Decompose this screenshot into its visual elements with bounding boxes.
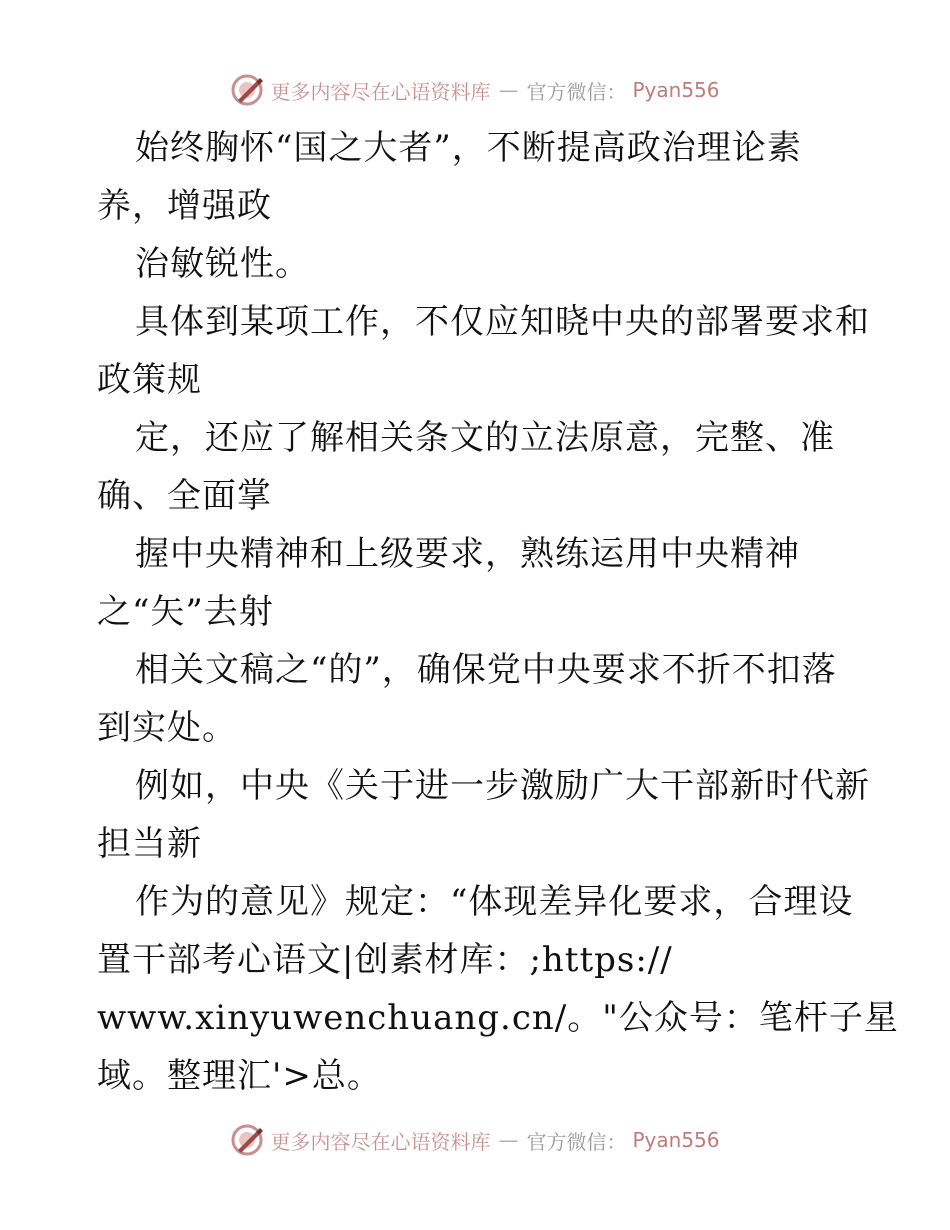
header-watermark-banner	[0, 70, 950, 110]
text-line: 之“矢”去射	[97, 592, 274, 632]
text-line: 作为的意见》规定：“体现差异化要求，合理设	[135, 882, 854, 922]
banner-sub-text: 官方微信：	[526, 79, 627, 104]
banner-main-text: 更多内容尽在心语资料库	[270, 1129, 491, 1154]
pen-logo-icon	[230, 73, 264, 107]
text-line: 治敏锐性。	[135, 244, 310, 284]
banner-main-text: 更多内容尽在心语资料库	[270, 79, 491, 104]
text-line: 担当新	[97, 824, 202, 864]
banner-wechat-id: Pyan556	[632, 1128, 720, 1152]
text-line: 到实处。	[97, 708, 237, 748]
pen-logo-icon	[230, 1123, 264, 1157]
banner-dash: —	[498, 1128, 519, 1152]
text-line: 域。整理汇'>总。	[97, 1056, 382, 1096]
banner-sub-text: 官方微信：	[526, 1129, 627, 1154]
text-line: 握中央精神和上级要求，熟练运用中央精神	[135, 534, 800, 574]
text-line: 定，还应了解相关条文的立法原意，完整、准	[135, 418, 835, 458]
banner-wechat-id: Pyan556	[632, 78, 720, 102]
text-line: 置干部考心语文|创素材库：;https://	[97, 940, 673, 980]
banner-dash: —	[498, 78, 519, 102]
text-line: 具体到某项工作，不仅应知晓中央的部署要求和	[135, 302, 870, 342]
text-line: 始终胸怀“国之大者”，不断提高政治理论素	[135, 128, 802, 168]
text-line: www.xinyuwenchuang.cn/。"公众号：笔杆子星	[97, 998, 899, 1038]
footer-watermark-banner	[0, 1120, 950, 1160]
text-line: 确、全面掌	[97, 476, 272, 516]
text-line: 养，增强政	[97, 186, 272, 226]
text-line: 政策规	[97, 360, 202, 400]
text-line: 例如，中央《关于进一步激励广大干部新时代新	[135, 766, 870, 806]
text-line: 相关文稿之“的”，确保党中央要求不折不扣落	[135, 650, 837, 690]
